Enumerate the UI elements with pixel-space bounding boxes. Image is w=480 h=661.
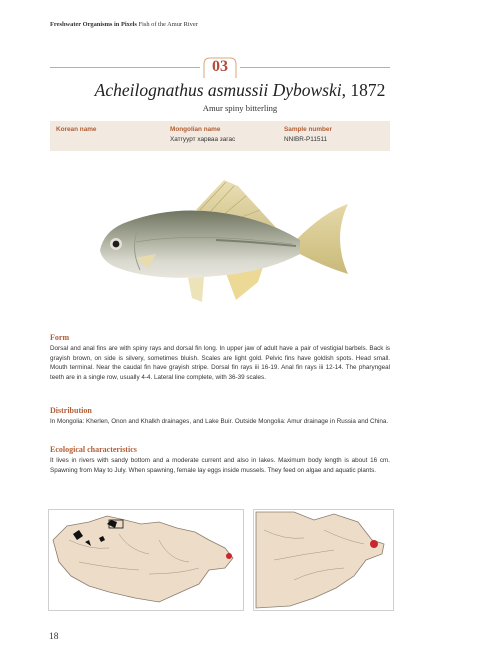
korean-name-cell — [56, 126, 97, 136]
form-title: Form — [50, 333, 70, 342]
ecology-title: Ecological characteristics — [50, 445, 137, 454]
form-body: Dorsal and anal fins are with spiny rays and dorsal fin long. In upper jaw of adult have a pair of vestigial barbels. Back is grayish brown, on side is silvery, sometimes bluish. Scales are light gold. Pelvic fins have goldish spots. Head small. Mouth terminal. Near the caudal fin have grayish stripe. Dorsal fin rays iii 16-19. Anal fin rays iii 12-14. The pharyngeal teeth are in a single row, usually 4-4. Lateral line complete, with 36-39 scales. — [50, 345, 390, 381]
species-number: 03 — [212, 58, 228, 75]
ecology-body: It lives in rivers with sandy bottom and a moderate current and also in lakes. Maximum body length is about 16 cm. Spawning from May to July. When spawning, female lay eggs inside mussels. They feed on algae and aquatic plants. — [50, 457, 390, 474]
distribution-title: Distribution — [50, 406, 92, 415]
info-table — [50, 121, 390, 151]
species-number-row — [50, 56, 390, 78]
divider-left — [50, 67, 200, 68]
scientific-name-text: Acheilognathus asmussii Dybowski — [94, 80, 342, 100]
divider-right — [240, 67, 390, 68]
page-number: 18 — [49, 632, 59, 642]
mongolian-name-cell — [170, 126, 235, 143]
region-map-svg — [254, 510, 393, 610]
ecology-section — [50, 445, 390, 475]
common-name: Amur spiny bitterling — [202, 103, 278, 113]
mongolia-map-svg — [49, 510, 243, 610]
korean-name-label: Korean name — [56, 126, 97, 133]
mongolia-distribution-map — [48, 509, 244, 611]
scientific-name — [0, 80, 480, 101]
fish-illustration — [96, 172, 356, 312]
form-section — [50, 333, 390, 382]
distribution-section — [50, 406, 390, 427]
running-header — [50, 21, 198, 28]
sample-number-cell — [284, 126, 332, 143]
scientific-name-year: , 1872 — [341, 80, 386, 100]
kherlen-region-map — [253, 509, 394, 611]
chapter-title: Fish of the Amur River — [138, 21, 198, 28]
book-title: Freshwater Organisms in Pixels — [50, 21, 137, 28]
mongolian-name-value: Хатгуурт харваа загас — [170, 136, 236, 143]
distribution-body: In Mongolia: Kherlen, Onon and Khalkh drainages, and Lake Buir. Outside Mongolia: Amur drainage in Russia and China. — [50, 418, 389, 425]
mongolian-name-label: Mongolian name — [170, 126, 221, 133]
fish-photo — [96, 172, 356, 312]
sample-number-value: NNIBR-P11511 — [284, 136, 328, 143]
sample-number-label: Sample number — [284, 126, 332, 133]
